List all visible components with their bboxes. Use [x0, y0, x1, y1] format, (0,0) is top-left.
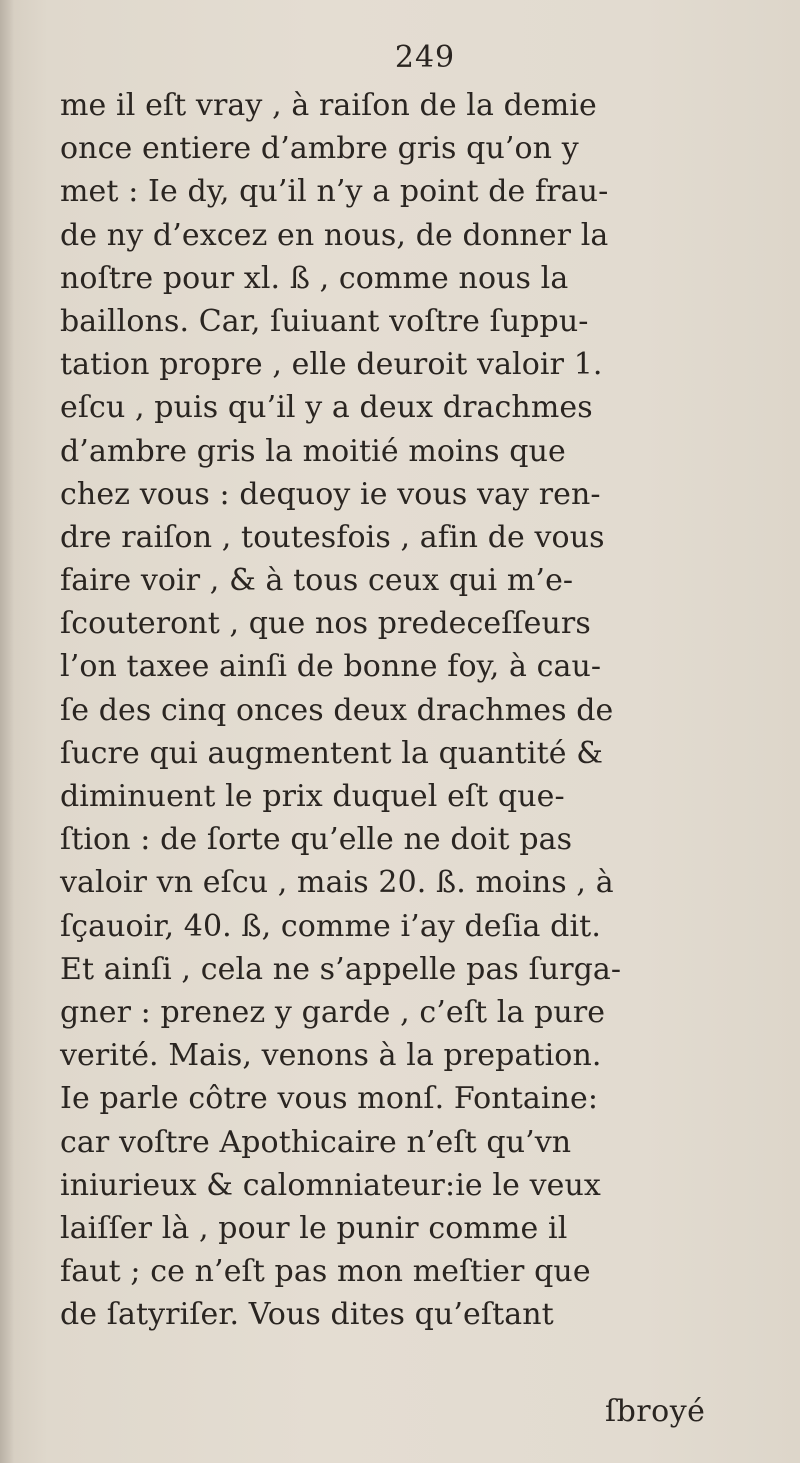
- text-block: [60, 84, 760, 1336]
- text-line: ſucre qui augmentent la quantité &: [60, 735, 604, 771]
- text-line: dre raiſon , toutesfois , afin de vous: [60, 519, 605, 555]
- text-line: Ie parle côtre vous monſ. Fontaine:: [60, 1081, 599, 1117]
- text-line: de ny d’excez en nous, de donner la: [60, 217, 609, 253]
- text-line: ſçauoir, 40. ß, comme i’ay deſia dit.: [60, 908, 601, 944]
- binding-gutter: [0, 0, 14, 1463]
- text-line: faut ; ce n’eſt pas mon meſtier que: [60, 1254, 591, 1290]
- text-line: de ſatyriſer. Vous dites qu’eſtant: [60, 1297, 554, 1333]
- text-line: eſcu , puis qu’il y a deux drachmes: [60, 390, 593, 426]
- text-line: once entiere d’ambre gris qu’on y: [60, 131, 579, 167]
- text-line: gner : prenez y garde , c’eſt la pure: [60, 994, 606, 1030]
- text-line: l’on taxee ainſi de bonne foy, à cau-: [60, 649, 602, 685]
- text-line: Et ainſi , cela ne s’appelle pas ſurga-: [60, 951, 622, 987]
- text-line: tation propre , elle deuroit valoir 1.: [60, 347, 603, 383]
- text-line: faire voir , & à tous ceux qui m’e-: [60, 563, 574, 599]
- text-line: iniurieux & calomniateur:ie le veux: [60, 1167, 601, 1203]
- text-line: d’ambre gris la moitié moins que: [60, 433, 566, 469]
- text-line: ſe des cinq onces deux drachmes de: [60, 692, 614, 728]
- text-line: verité. Mais, venons à la prepation.: [60, 1038, 602, 1074]
- page-number: 249: [394, 40, 456, 75]
- text-line: noſtre pour xl. ß , comme nous la: [60, 260, 569, 296]
- text-line: chez vous : dequoy ie vous vay ren-: [60, 476, 601, 512]
- text-line: car voſtre Apothicaire n’eſt qu’vn: [60, 1124, 572, 1160]
- text-line: baillons. Car, ſuiuant voſtre ſuppu-: [60, 303, 589, 339]
- text-line: valoir vn eſcu , mais 20. ß. moins , à: [60, 865, 614, 901]
- text-line: laiſſer là , pour le punir comme il: [60, 1210, 568, 1246]
- text-line: me il eſt vray , à raiſon de la demie: [60, 88, 597, 123]
- text-line: diminuent le prix duquel eſt que-: [60, 779, 565, 814]
- text-line: met : Ie dy, qu’il n’y a point de frau-: [60, 174, 609, 210]
- catchword: ſbroyé: [605, 1394, 706, 1429]
- text-line: ſtion : de ſorte qu’elle ne doit pas: [60, 822, 573, 858]
- text-line: ſcouteront , que nos predeceſſeurs: [60, 606, 591, 642]
